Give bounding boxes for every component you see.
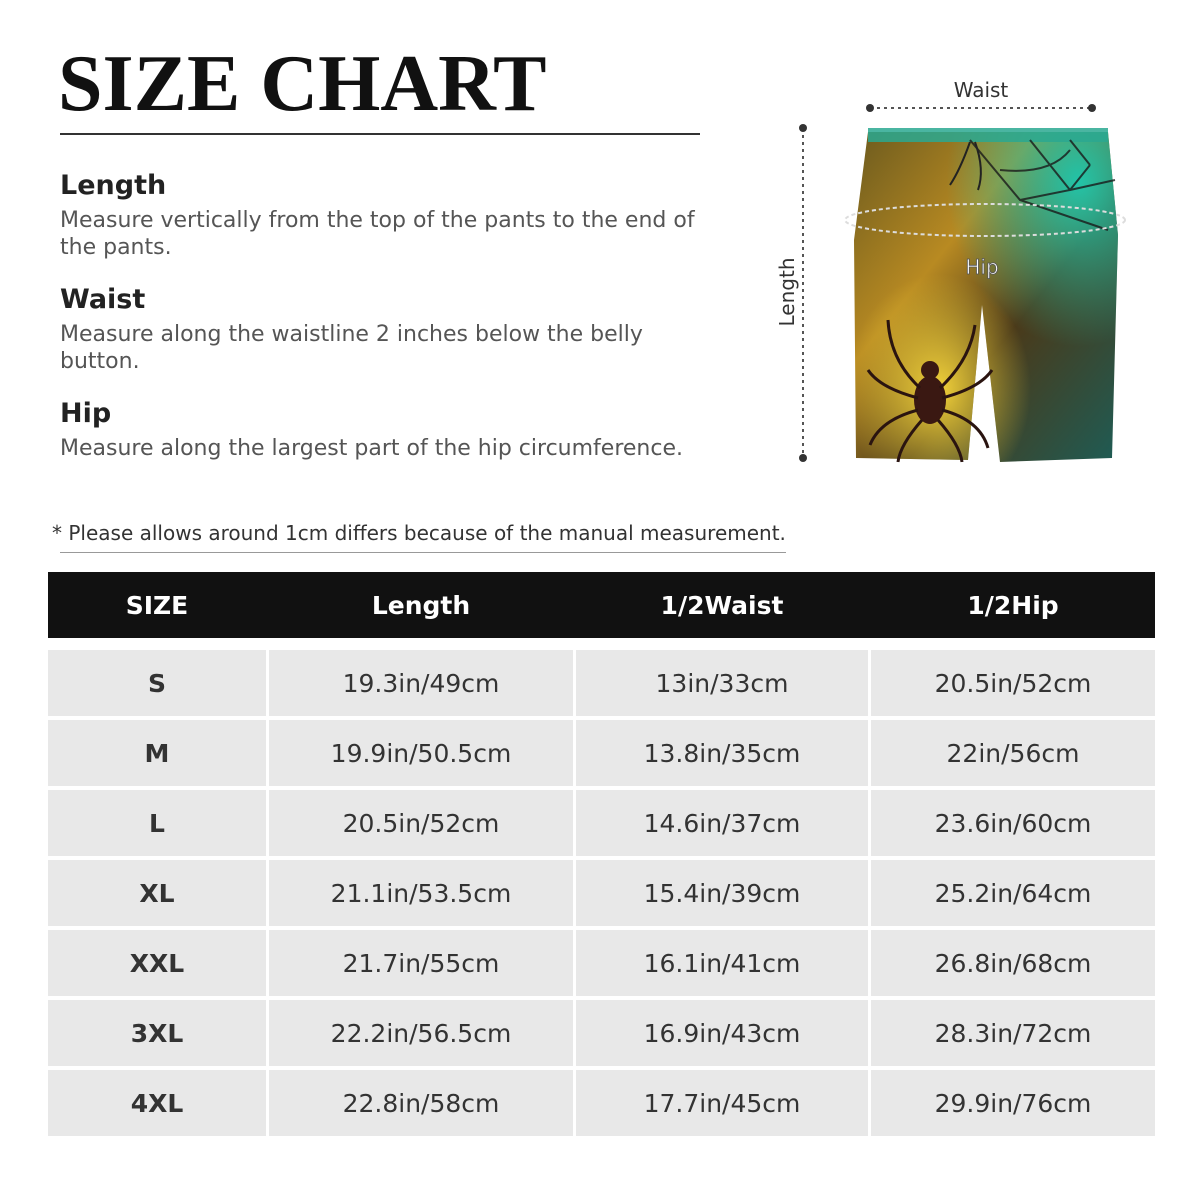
hip-cell: 20.5in/52cm bbox=[871, 650, 1155, 716]
waist-label: Waist bbox=[953, 78, 1009, 102]
header-waist: 1/2Waist bbox=[576, 572, 868, 638]
hip-cell: 23.6in/60cm bbox=[871, 790, 1155, 856]
definition-hip bbox=[60, 398, 700, 463]
length-cell: 19.3in/49cm bbox=[269, 650, 573, 716]
waist-cell: 16.1in/41cm bbox=[576, 930, 868, 996]
size-cell: S bbox=[48, 650, 266, 716]
header-size: SIZE bbox=[48, 572, 266, 638]
hip-cell: 26.8in/68cm bbox=[871, 930, 1155, 996]
table-row bbox=[48, 650, 1152, 716]
size-table bbox=[48, 572, 1152, 1140]
hip-cell: 28.3in/72cm bbox=[871, 1000, 1155, 1066]
table-row bbox=[48, 930, 1152, 996]
table-row bbox=[48, 1070, 1152, 1136]
size-cell: 3XL bbox=[48, 1000, 266, 1066]
waist-cell: 15.4in/39cm bbox=[576, 860, 868, 926]
size-cell: M bbox=[48, 720, 266, 786]
length-label: Length bbox=[775, 257, 799, 327]
hip-cell: 29.9in/76cm bbox=[871, 1070, 1155, 1136]
definition-length bbox=[60, 170, 700, 261]
table-row bbox=[48, 1000, 1152, 1066]
length-cell: 21.7in/55cm bbox=[269, 930, 573, 996]
definition-term: Waist bbox=[60, 284, 146, 315]
definition-waist bbox=[60, 284, 700, 375]
header-length: Length bbox=[269, 572, 573, 638]
title-divider bbox=[60, 133, 700, 135]
header-hip: 1/2Hip bbox=[871, 572, 1155, 638]
length-cell: 22.8in/58cm bbox=[269, 1070, 573, 1136]
waist-cell: 14.6in/37cm bbox=[576, 790, 868, 856]
waist-cell: 17.7in/45cm bbox=[576, 1070, 868, 1136]
size-cell: 4XL bbox=[48, 1070, 266, 1136]
page-title: SIZE CHART bbox=[58, 40, 547, 128]
definition-text: Measure vertically from the top of the pants to the end of the pants. bbox=[60, 208, 695, 260]
length-cell: 21.1in/53.5cm bbox=[269, 860, 573, 926]
definition-text: Measure along the largest part of the hip circumference. bbox=[60, 436, 683, 462]
length-cell: 22.2in/56.5cm bbox=[269, 1000, 573, 1066]
size-cell: XXL bbox=[48, 930, 266, 996]
table-row bbox=[48, 720, 1152, 786]
table-header bbox=[48, 572, 1152, 638]
length-cell: 19.9in/50.5cm bbox=[269, 720, 573, 786]
waist-cell: 13in/33cm bbox=[576, 650, 868, 716]
measurement-note: * Please allows around 1cm differs because of the manual measurement. bbox=[52, 521, 786, 545]
definition-term: Length bbox=[60, 170, 167, 201]
note-divider bbox=[60, 552, 786, 553]
table-row bbox=[48, 860, 1152, 926]
shorts-diagram bbox=[770, 70, 1160, 480]
table-row bbox=[48, 790, 1152, 856]
hip-cell: 22in/56cm bbox=[871, 720, 1155, 786]
waist-cell: 13.8in/35cm bbox=[576, 720, 868, 786]
length-cell: 20.5in/52cm bbox=[269, 790, 573, 856]
size-cell: L bbox=[48, 790, 266, 856]
size-cell: XL bbox=[48, 860, 266, 926]
definition-text: Measure along the waistline 2 inches below the belly button. bbox=[60, 322, 643, 374]
definition-term: Hip bbox=[60, 398, 112, 429]
hip-label: Hip bbox=[965, 255, 999, 279]
hip-cell: 25.2in/64cm bbox=[871, 860, 1155, 926]
waist-cell: 16.9in/43cm bbox=[576, 1000, 868, 1066]
